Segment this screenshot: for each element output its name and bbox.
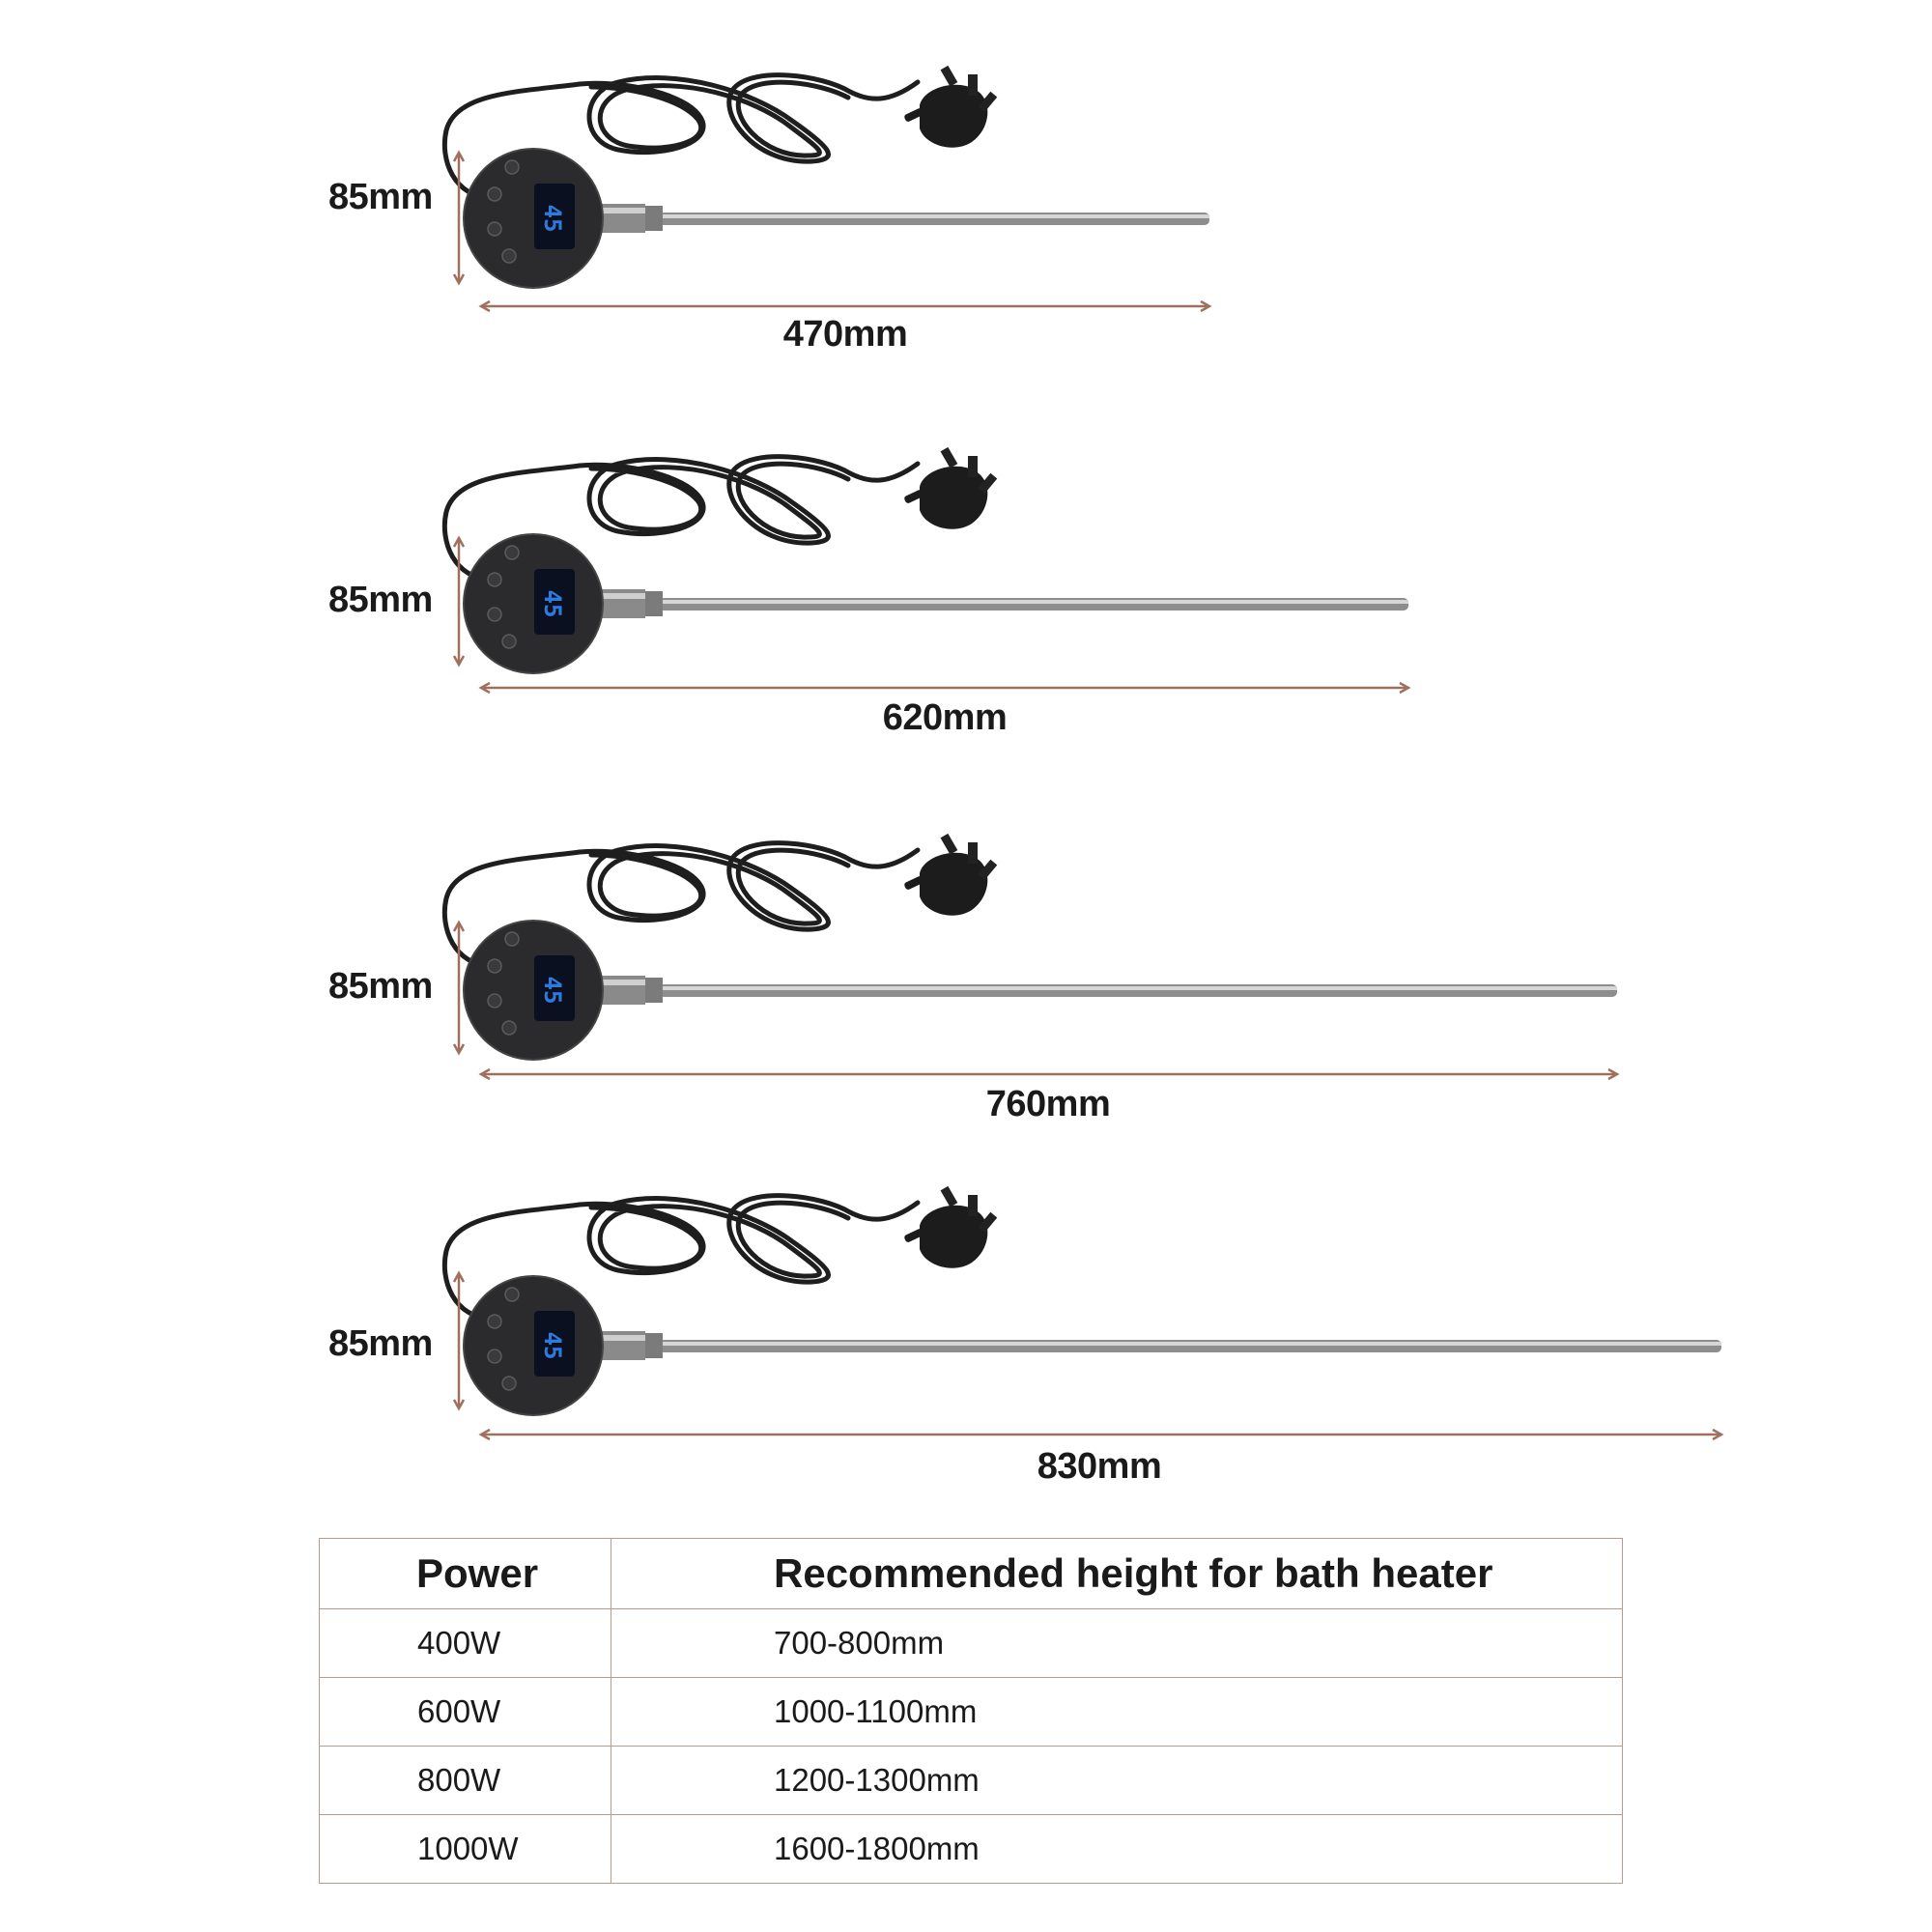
length-label: 470mm	[782, 314, 908, 355]
height-cell: 700-800mm	[611, 1609, 1623, 1678]
controller-button[interactable]	[505, 932, 519, 946]
heater-illustration	[0, 821, 1932, 1111]
length-dimension-line	[481, 1069, 1617, 1079]
heater-unit	[0, 1174, 1932, 1487]
controller-button[interactable]	[488, 573, 501, 586]
uk-plug	[903, 1186, 997, 1268]
controller	[464, 921, 603, 1060]
length-dimension-line	[481, 1430, 1721, 1439]
controller-button[interactable]	[488, 222, 501, 236]
length-dimension-line	[481, 301, 1209, 311]
length-label: 620mm	[882, 697, 1008, 738]
controller-button[interactable]	[505, 1288, 519, 1301]
controller-button[interactable]	[505, 160, 519, 174]
table-row	[320, 1815, 1623, 1884]
controller-button[interactable]	[502, 249, 516, 263]
heater-illustration	[0, 1174, 1932, 1463]
length-dimension-line	[481, 683, 1408, 693]
controller-button[interactable]	[488, 608, 501, 621]
height-label: 85mm	[328, 580, 433, 620]
height-cell: 1000-1100mm	[611, 1678, 1623, 1747]
controller-button[interactable]	[488, 959, 501, 973]
height-label: 85mm	[328, 1323, 433, 1364]
height-column-header: Recommended height for bath heater	[611, 1539, 1623, 1609]
power-cell: 600W	[320, 1678, 611, 1747]
heater-rod	[597, 589, 1408, 618]
heater-unit	[0, 435, 1932, 738]
heater-unit	[0, 821, 1932, 1124]
power-column-header: Power	[320, 1539, 611, 1609]
table-row	[320, 1609, 1623, 1678]
temperature-display: 45	[539, 204, 566, 233]
heater-rod	[597, 204, 1209, 233]
heater-rod	[597, 976, 1617, 1005]
height-label: 85mm	[328, 177, 433, 217]
controller-button[interactable]	[502, 635, 516, 648]
controller	[464, 149, 603, 288]
heater-unit	[0, 53, 1932, 355]
height-dimension-line	[454, 153, 464, 283]
controller-button[interactable]	[488, 1350, 501, 1363]
height-cell: 1600-1800mm	[611, 1815, 1623, 1884]
length-label: 760mm	[985, 1084, 1111, 1124]
temperature-display: 45	[539, 589, 566, 618]
heater-illustration	[0, 53, 1932, 343]
uk-plug	[903, 447, 997, 529]
controller	[464, 1276, 603, 1415]
controller-button[interactable]	[505, 546, 519, 559]
controller-button[interactable]	[488, 187, 501, 201]
table-row	[320, 1747, 1623, 1815]
table-header-row	[320, 1539, 1623, 1609]
controller-button[interactable]	[502, 1021, 516, 1035]
power-height-table	[319, 1538, 1623, 1884]
temperature-display: 45	[539, 1331, 566, 1360]
length-label: 830mm	[1037, 1446, 1162, 1487]
controller-button[interactable]	[488, 994, 501, 1008]
table-row	[320, 1678, 1623, 1747]
height-label: 85mm	[328, 966, 433, 1007]
uk-plug	[903, 66, 997, 148]
controller-button[interactable]	[502, 1377, 516, 1390]
power-cell: 400W	[320, 1609, 611, 1678]
controller-button[interactable]	[488, 1315, 501, 1328]
power-cell: 800W	[320, 1747, 611, 1815]
heater-illustration	[0, 435, 1932, 724]
height-dimension-line	[454, 1273, 464, 1408]
temperature-display: 45	[539, 976, 566, 1005]
height-cell: 1200-1300mm	[611, 1747, 1623, 1815]
power-cell: 1000W	[320, 1815, 611, 1884]
controller	[464, 534, 603, 673]
uk-plug	[903, 834, 997, 916]
heater-rod	[597, 1331, 1721, 1360]
height-dimension-line	[454, 923, 464, 1053]
